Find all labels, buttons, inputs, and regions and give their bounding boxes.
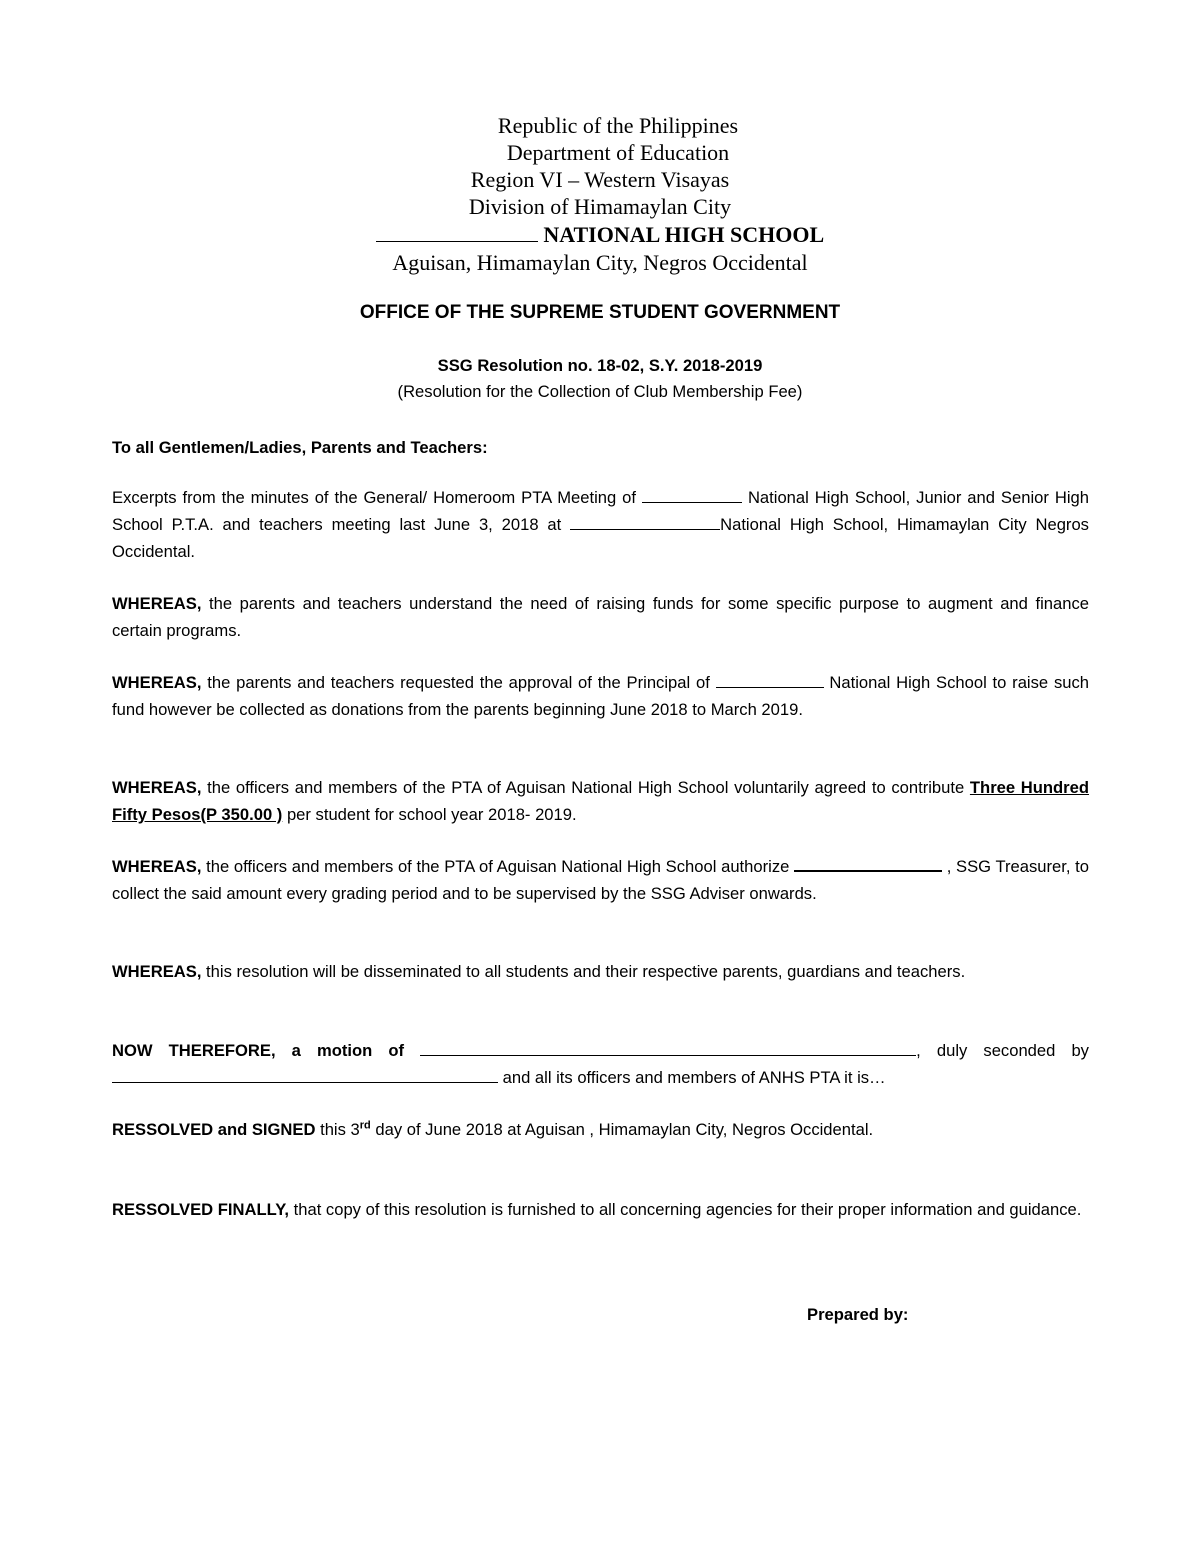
excerpt-blank-2 xyxy=(570,513,720,530)
resolved-signed-text-1: this 3 xyxy=(315,1120,360,1139)
header-division: Division of Himamaylan City xyxy=(468,194,732,219)
whereas-4-text-2: , SSG Treasurer, to collect the said amount every grading period and to be supervised by the SSG Adviser onwards. xyxy=(112,857,1089,903)
resolved-signed-paragraph xyxy=(112,1116,1089,1143)
whereas-paragraph-3 xyxy=(112,774,1089,828)
excerpt-text-2: National High School, Junior and Senior High School P.T.A. and teachers meeting last June 3, 2018 at xyxy=(112,488,1089,534)
school-name: NATIONAL HIGH SCHOOL xyxy=(543,222,825,247)
excerpt-text-3: National High School, Himamaylan City Negros Occidental. xyxy=(112,515,1089,561)
now-therefore-lead: NOW THEREFORE, a motion of xyxy=(112,1041,405,1060)
whereas-4-lead: WHEREAS, xyxy=(112,857,202,876)
whereas-2-blank xyxy=(716,671,824,688)
whereas-3-text-2: per student for school year 2018- 2019. xyxy=(282,805,577,824)
resolved-finally-lead: RESSOLVED FINALLY, xyxy=(112,1200,290,1219)
whereas-paragraph-4 xyxy=(112,853,1089,907)
excerpt-paragraph xyxy=(112,484,1089,565)
whereas-paragraph-5 xyxy=(112,958,1089,985)
now-therefore-text-2: and all its officers and members of ANHS PTA it is… xyxy=(498,1068,886,1087)
whereas-paragraph-2 xyxy=(112,669,1089,723)
resolved-finally-text: that copy of this resolution is furnished to all concerning agencies for their proper information and guidance. xyxy=(289,1200,1082,1219)
resolved-signed-text-2: day of June 2018 at Aguisan , Himamaylan City, Negros Occidental. xyxy=(370,1120,874,1139)
resolution-subtitle: (Resolution for the Collection of Club Membership Fee) xyxy=(397,382,803,401)
whereas-2-text-2: National High School to raise such fund however be collected as donations from the parents beginning June 2018 to March 2019. xyxy=(112,673,1089,719)
whereas-2-text-1: the parents and teachers requested the approval of the Principal of xyxy=(201,673,710,692)
motion-blank xyxy=(420,1039,916,1056)
whereas-paragraph-1 xyxy=(112,590,1089,644)
excerpt-text-1: Excerpts from the minutes of the General/ Homeroom PTA Meeting of xyxy=(112,488,637,507)
resolved-finally-paragraph xyxy=(112,1196,1089,1223)
header-region: Region VI – Western Visayas xyxy=(470,167,730,192)
whereas-5-lead: WHEREAS, xyxy=(112,962,202,981)
prepared-by-label: Prepared by: xyxy=(807,1305,909,1324)
whereas-3-lead: WHEREAS, xyxy=(112,778,202,797)
seconded-blank xyxy=(112,1066,498,1083)
salutation: To all Gentlemen/Ladies, Parents and Teachers: xyxy=(112,438,488,457)
header-address: Aguisan, Himamaylan City, Negros Occidental xyxy=(392,250,808,275)
now-therefore-paragraph xyxy=(112,1037,1089,1091)
whereas-4-text-1: the officers and members of the PTA of Aguisan National High School authorize xyxy=(201,857,790,876)
whereas-4-blank xyxy=(794,854,942,872)
office-title: OFFICE OF THE SUPREME STUDENT GOVERNMENT xyxy=(359,302,841,323)
school-name-blank xyxy=(376,241,538,242)
whereas-3-text-1: the officers and members of the PTA of Aguisan National High School voluntarily agreed to contribute xyxy=(201,778,970,797)
whereas-2-lead: WHEREAS, xyxy=(112,673,202,692)
header-department: Department of Education xyxy=(506,140,730,165)
excerpt-blank-1 xyxy=(642,486,742,503)
header-school-line xyxy=(0,222,1200,248)
resolved-signed-lead: RESSOLVED and SIGNED xyxy=(112,1120,316,1139)
whereas-1-lead: WHEREAS, xyxy=(112,594,202,613)
resolved-signed-ordinal: rd xyxy=(359,1119,371,1132)
resolution-number: SSG Resolution no. 18-02, S.Y. 2018-2019 xyxy=(437,356,763,375)
header-republic: Republic of the Philippines xyxy=(497,113,739,138)
now-therefore-text-1: , duly seconded by xyxy=(916,1041,1089,1060)
whereas-3-amount: Three Hundred Fifty Pesos(P 350.00 ) xyxy=(112,778,1090,824)
whereas-1-text: the parents and teachers understand the need of raising funds for some specific purpose to augment and finance certain programs. xyxy=(112,594,1089,640)
whereas-5-text: this resolution will be disseminated to all students and their respective parents, guardians and teachers. xyxy=(201,962,966,981)
